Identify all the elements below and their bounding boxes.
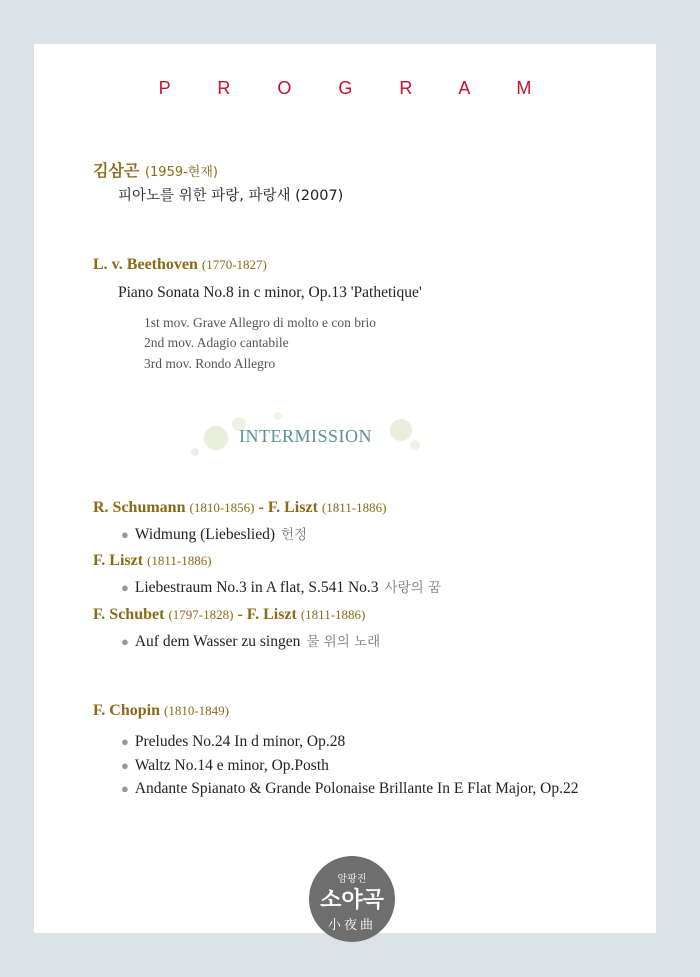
composer-name: F. Liszt xyxy=(93,552,144,569)
work-title: Widmung (Liebeslied) xyxy=(134,526,275,543)
work-item xyxy=(121,733,345,751)
badge-line: 암팡진 xyxy=(337,874,367,885)
composer-heading xyxy=(93,256,267,274)
composer-name: F. Chopin xyxy=(93,702,160,719)
composer-name: L. v. Beethoven xyxy=(93,256,198,273)
bullet-icon: ● xyxy=(121,527,129,542)
bullet-icon: ● xyxy=(121,580,129,595)
badge-line: 小夜曲 xyxy=(327,918,376,933)
work-item xyxy=(121,757,329,775)
composer-years: (1810-1856) xyxy=(189,500,255,515)
composer-years: (1811-1886) xyxy=(300,607,366,622)
work-korean-title: 사랑의 꿈 xyxy=(384,580,441,596)
composer-years: (1811-1886) xyxy=(147,553,212,568)
work-title: Liebestraum No.3 in A flat, S.541 No.3 xyxy=(134,579,379,596)
work-item xyxy=(121,576,441,597)
composer-name: F. Liszt xyxy=(267,499,318,516)
work-title: Preludes No.24 In d minor, Op.28 xyxy=(134,733,346,750)
work-title: Auf dem Wasser zu singen xyxy=(134,633,301,650)
composer-heading xyxy=(93,702,229,720)
program-page xyxy=(34,44,656,933)
work-title: Piano Sonata No.8 in c minor, Op.13 'Pathetique' xyxy=(118,284,422,301)
composer-years: (1959-현재) xyxy=(144,165,218,180)
work-title: Andante Spianato & Grande Polonaise Brillante In E Flat Major, Op.22 xyxy=(134,780,579,797)
work-item xyxy=(121,523,307,544)
composer-name: R. Schumann xyxy=(93,499,186,516)
composer-years: (1770-1827) xyxy=(201,257,267,272)
composer-years: (1810-1849) xyxy=(164,703,229,718)
work-korean-title: 헌정 xyxy=(281,527,308,543)
movement-line: 1st mov. Grave Allegro di molto e con brio xyxy=(144,315,376,330)
composer-name: F. Liszt xyxy=(246,606,297,623)
logo-badge xyxy=(309,856,395,942)
composer-years: (1811-1886) xyxy=(321,500,387,515)
bullet-icon: ● xyxy=(121,758,129,773)
composer-years: (1797-1828) xyxy=(168,607,234,622)
composer-name: F. Schubet xyxy=(93,606,165,623)
decorative-bubble xyxy=(390,419,412,441)
decorative-bubble xyxy=(204,426,228,450)
composer-separator: - xyxy=(258,499,264,516)
decorative-bubble xyxy=(410,440,420,450)
composer-heading xyxy=(93,552,212,570)
work-korean-title: 물 위의 노래 xyxy=(306,634,381,650)
decorative-bubble xyxy=(274,412,282,420)
decorative-bubble xyxy=(191,448,199,456)
work-title: 피아노를 위한 파랑, 파랑새 (2007) xyxy=(118,188,344,204)
work-item xyxy=(121,630,380,651)
composer-separator: - xyxy=(237,606,243,623)
bullet-icon: ● xyxy=(121,734,129,749)
work-title: Waltz No.14 e minor, Op.Posth xyxy=(134,757,329,774)
composer-heading xyxy=(93,499,386,517)
movement-line: 2nd mov. Adagio cantabile xyxy=(144,335,289,350)
composer-heading xyxy=(93,158,218,181)
program-title: P R O G R A M xyxy=(158,78,553,98)
composer-name: 김삼곤 xyxy=(93,161,140,180)
work-item xyxy=(121,780,579,798)
intermission-label: INTERMISSION xyxy=(239,426,373,446)
bullet-icon: ● xyxy=(121,634,129,649)
badge-line: 소야곡 xyxy=(320,888,384,913)
movement-line: 3rd mov. Rondo Allegro xyxy=(144,356,276,371)
bullet-icon: ● xyxy=(121,781,129,796)
composer-heading xyxy=(93,606,365,624)
